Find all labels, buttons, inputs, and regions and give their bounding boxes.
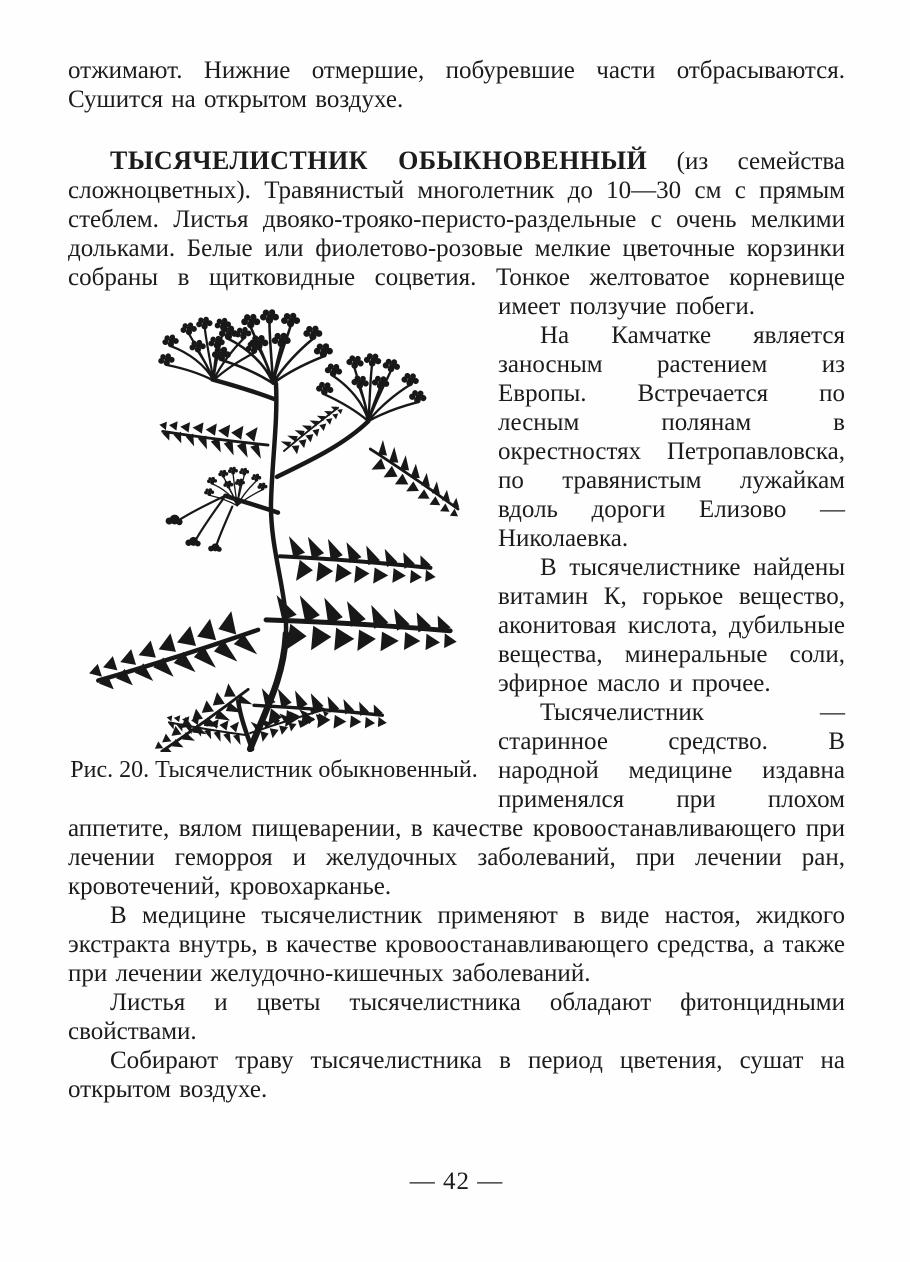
yarrow-plant-illustration xyxy=(72,300,472,752)
wrap-paragraph: имеет ползучие побеги. xyxy=(498,293,755,320)
heading-paragraph-text: (из семейства сложноцветных). Травянистый многолетник до 10—30 см с прямым стеблем. Листья двояко-трояко-перисто-раздельные с очень мелкими дольками. Белые или фиолетово-розовые мелкие цветочные корзинки собраны в щитковидные соцветия. Тонкое желтоватое корневище xyxy=(68,148,845,291)
species-heading: ТЫСЯЧЕЛИСТНИК ОБЫКНОВЕННЫЙ xyxy=(110,146,648,175)
figure-text-wrap-section xyxy=(68,292,845,901)
wrap-paragraph: Тысячелистник — старинное средство. В народной медицине издавна применялся при плохом аппетите, вялом пищеварении, в качестве кровоостанавливающего при лечении геморроя и желудочных заболеваний, при лечении ран, кровотечений, кровохарканье. xyxy=(68,699,845,900)
wrap-paragraph: В тысячелистнике найдены витамин К, горькое вещество, аконитовая кислота, дубильные вещества, минеральные соли, эфирное масло и прочее. xyxy=(498,554,845,697)
body-paragraph: Собирают траву тысячелистника в период цветения, сушат на открытом воздухе. xyxy=(68,1047,845,1103)
body-paragraph: Листья и цветы тысячелистника обладают фитонцидными свойствами. xyxy=(68,989,845,1045)
heading-paragraph xyxy=(68,146,845,292)
intro-paragraph: отжимают. Нижние отмершие, побуревшие части отбрасываются. Сушится на открытом воздухе. xyxy=(68,57,845,113)
page-number: — 42 — xyxy=(409,1168,504,1195)
figure-caption: Рис. 20. Тысячелистник обыкновенный. xyxy=(70,757,478,783)
wrap-paragraph: На Камчатке является заносным растением из Европы. Встречается по лесным полянам в окрестностях Петропавловска, по травянистым лужайкам вдоль дороги Елизово — Николаевка. xyxy=(498,322,845,552)
body-paragraph: В медицине тысячелистник применяют в виде настоя, жидкого экстракта внутрь, в качестве кровоостанавливающего средства, а также при лечении желудочно-кишечных заболеваний. xyxy=(68,902,845,987)
yarrow-figure xyxy=(68,300,480,784)
